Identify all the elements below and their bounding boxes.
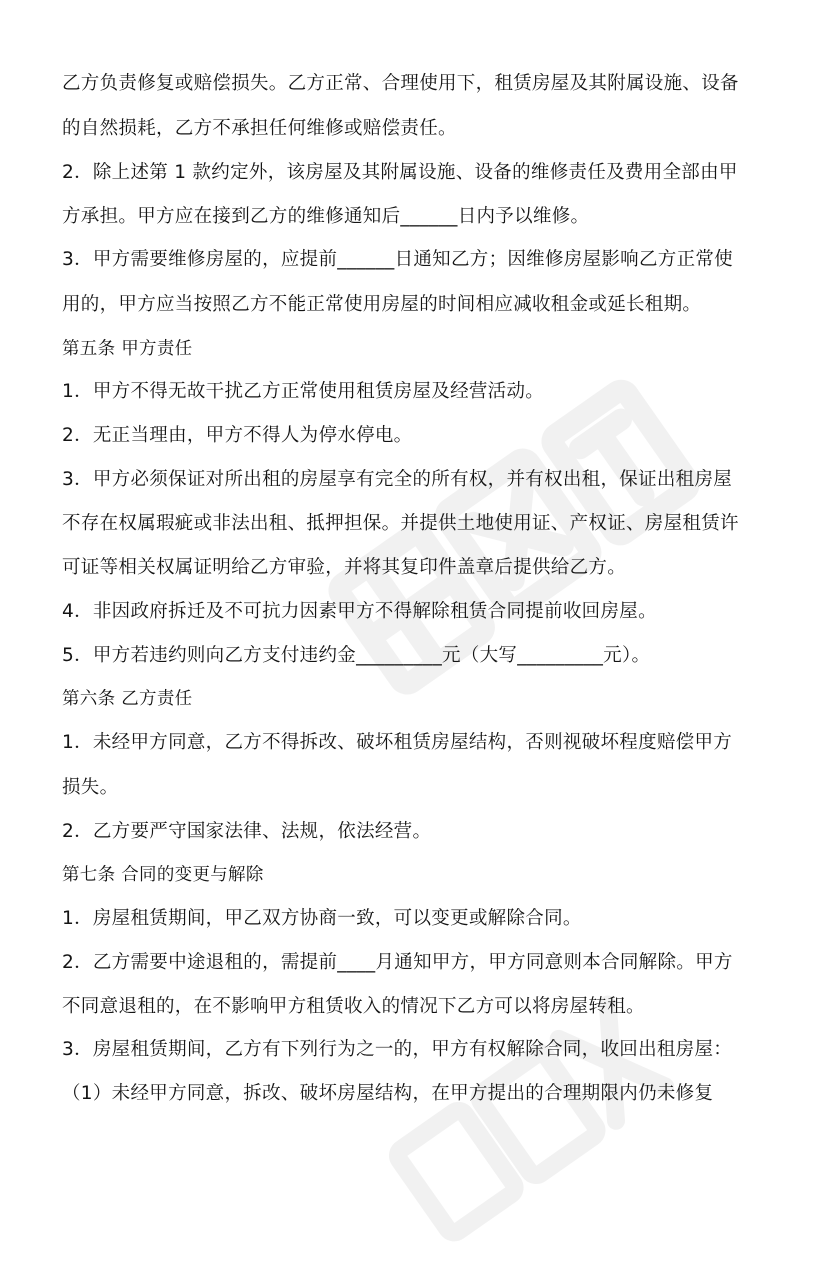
clause-item: 2．无正当理由，甲方不得人为停水停电。 — [62, 425, 413, 446]
clause-item: 1．未经甲方同意，乙方不得拆改、破坏租赁房屋结构，否则视破坏程度赔偿甲方 — [62, 732, 733, 753]
section-heading: 第六条 乙方责任 — [62, 689, 193, 709]
section-heading: 第七条 合同的变更与解除 — [62, 865, 264, 885]
clause-item: 3．甲方必须保证对所出租的房屋享有完全的所有权，并有权出租，保证出租房屋 — [62, 469, 733, 490]
text-line: 可证等相关权属证明给乙方审验，并将其复印件盖章后提供给乙方。 — [62, 557, 627, 578]
text-line: 乙方负责修复或赔偿损失。乙方正常、合理使用下，租赁房屋及其附属设施、设备 — [62, 73, 739, 94]
clause-item: 2．除上述第 1 款约定外，该房屋及其附属设施、设备的维修责任及费用全部由甲 — [62, 162, 738, 183]
clause-item: 1．房屋租赁期间，甲乙双方协商一致，可以变更或解除合同。 — [62, 908, 582, 929]
clause-item: 2．乙方要严守国家法律、法规，依法经营。 — [62, 821, 432, 842]
text-line: 不存在权属瑕疵或非法出租、抵押担保。并提供土地使用证、产权证、房屋租赁许 — [62, 513, 739, 534]
text-line: 损失。 — [62, 777, 119, 798]
text-line: 方承担。甲方应在接到乙方的维修通知后______日内予以维修。 — [62, 206, 590, 227]
clause-item: 2．乙方需要中途退租的，需提前____月通知甲方，甲方同意则本合同解除。甲方 — [62, 952, 733, 973]
clause-item: 4．非因政府拆迁及不可抗力因素甲方不得解除租赁合同提前收回房屋。 — [62, 601, 657, 622]
text-line: 用的，甲方应当按照乙方不能正常使用房屋的时间相应减收租金或延长租期。 — [62, 294, 702, 315]
clause-item: 3．甲方需要维修房屋的，应提前______日通知乙方；因维修房屋影响乙方正常使 — [62, 249, 733, 270]
text-line: 的自然损耗，乙方不承担任何维修或赔偿责任。 — [62, 118, 457, 139]
text-line: 不同意退租的，在不影响甲方租赁收入的情况下乙方可以将房屋转租。 — [62, 996, 645, 1017]
section-heading: 第五条 甲方责任 — [62, 339, 193, 359]
clause-item: 3．房屋租赁期间，乙方有下列行为之一的，甲方有权解除合同，收回出租房屋： — [62, 1039, 733, 1060]
clause-item: 5．甲方若违约则向乙方支付违约金_________元（大写_________元）。 — [62, 645, 651, 666]
sub-clause-item: （1）未经甲方同意，拆改、破坏房屋结构，在甲方提出的合理期限内仍未修复 — [62, 1083, 714, 1104]
clause-item: 1．甲方不得无故干扰乙方正常使用租赁房屋及经营活动。 — [62, 381, 545, 402]
